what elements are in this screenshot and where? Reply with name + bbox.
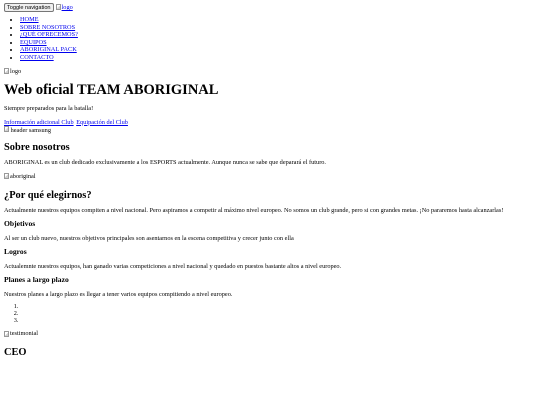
planes-heading: Planes a largo plazo <box>4 275 69 285</box>
header-image-alt: header samsung <box>10 126 51 134</box>
logros-heading: Logros <box>4 247 27 257</box>
broken-image-icon <box>4 173 9 179</box>
navbar-logo-alt: logo <box>61 3 73 11</box>
header-image <box>4 126 536 134</box>
equipacion-club-link[interactable]: Equipación del Club <box>76 118 128 126</box>
carousel-indicator[interactable] <box>20 311 536 318</box>
about-heading: Sobre nosotros <box>4 142 70 154</box>
broken-image-icon <box>4 126 9 132</box>
nav-item-home <box>20 16 536 24</box>
nav-link-equipos[interactable]: EQUIPOS <box>20 38 47 46</box>
toggle-navigation-button[interactable]: Toggle navigation <box>4 3 54 12</box>
nav-link-aboriginal-pack[interactable]: ABORIGINAL PACK <box>20 46 77 54</box>
hero-logo-alt: logo <box>10 67 22 75</box>
logros-text: Actualemnte nuestros equipos, han ganado varias competiciones a nivel nacional y quedado en puestos bastante altos a nivel europeo. <box>4 262 342 270</box>
top-bar <box>4 3 536 12</box>
nav-menu <box>4 16 536 62</box>
why-text: Actualmente nuestros equipos compiten a nivel nacional. Pero aspiramos a competir al máximo nivel europeo. No somos un club grande, pero si con grandes metas. ¡No pararemos hasta alcanzarlas! <box>4 207 504 214</box>
broken-image-icon <box>56 4 61 10</box>
planes-text: Nuestros planes a largo plazo es llegar a tener varios equipos compitiendo a nivel europeo. <box>4 290 233 298</box>
about-image-alt: aboriginal <box>10 172 36 180</box>
broken-image-icon <box>4 331 9 337</box>
nav-link-que-ofrecemos[interactable]: ¿QUÉ OFRECEMOS? <box>20 31 78 39</box>
why-heading: ¿Por qué elegirnos? <box>4 189 92 201</box>
nav-item-aboriginal-pack <box>20 46 536 54</box>
testimonial-image <box>4 330 38 337</box>
nav-item-equipos <box>20 39 536 47</box>
nav-link-contacto[interactable]: CONTACTO <box>20 53 54 61</box>
nav-item-contacto <box>20 54 536 62</box>
hero-logo <box>4 68 21 75</box>
carousel-indicator[interactable] <box>20 318 536 325</box>
ceo-heading: CEO <box>4 347 27 359</box>
broken-image-icon <box>4 68 9 74</box>
page-title: Web oficial TEAM ABORIGINAL <box>4 82 219 99</box>
hero-links <box>4 119 536 126</box>
hero-tagline: Siempre preparados para la batalla! <box>4 105 94 113</box>
carousel-indicators <box>4 304 536 324</box>
nav-link-sobre-nosotros[interactable]: SOBRE NOSOTROS <box>20 23 76 31</box>
carousel-indicator[interactable] <box>20 304 536 311</box>
nav-link-home[interactable]: HOME <box>20 16 39 23</box>
objetivos-text: Al ser un club nuevo, nuestros objetivos principales son asentarnos en la escena competitiva y crecer junto con ella <box>4 234 294 242</box>
nav-item-sobre-nosotros <box>20 24 536 32</box>
about-text: ABORIGINAL es un club dedicado exclusivamente a los ESPORTS actualmente. Aunque nunca se sabe que deparará el futuro. <box>4 159 327 167</box>
navbar-logo[interactable] <box>56 4 73 11</box>
testimonial-image-alt: testimonial <box>10 330 38 338</box>
about-image <box>4 173 36 180</box>
nav-item-que-ofrecemos <box>20 31 536 39</box>
objetivos-heading: Objetivos <box>4 219 36 229</box>
info-club-link[interactable]: Información adicional Club <box>4 118 74 126</box>
